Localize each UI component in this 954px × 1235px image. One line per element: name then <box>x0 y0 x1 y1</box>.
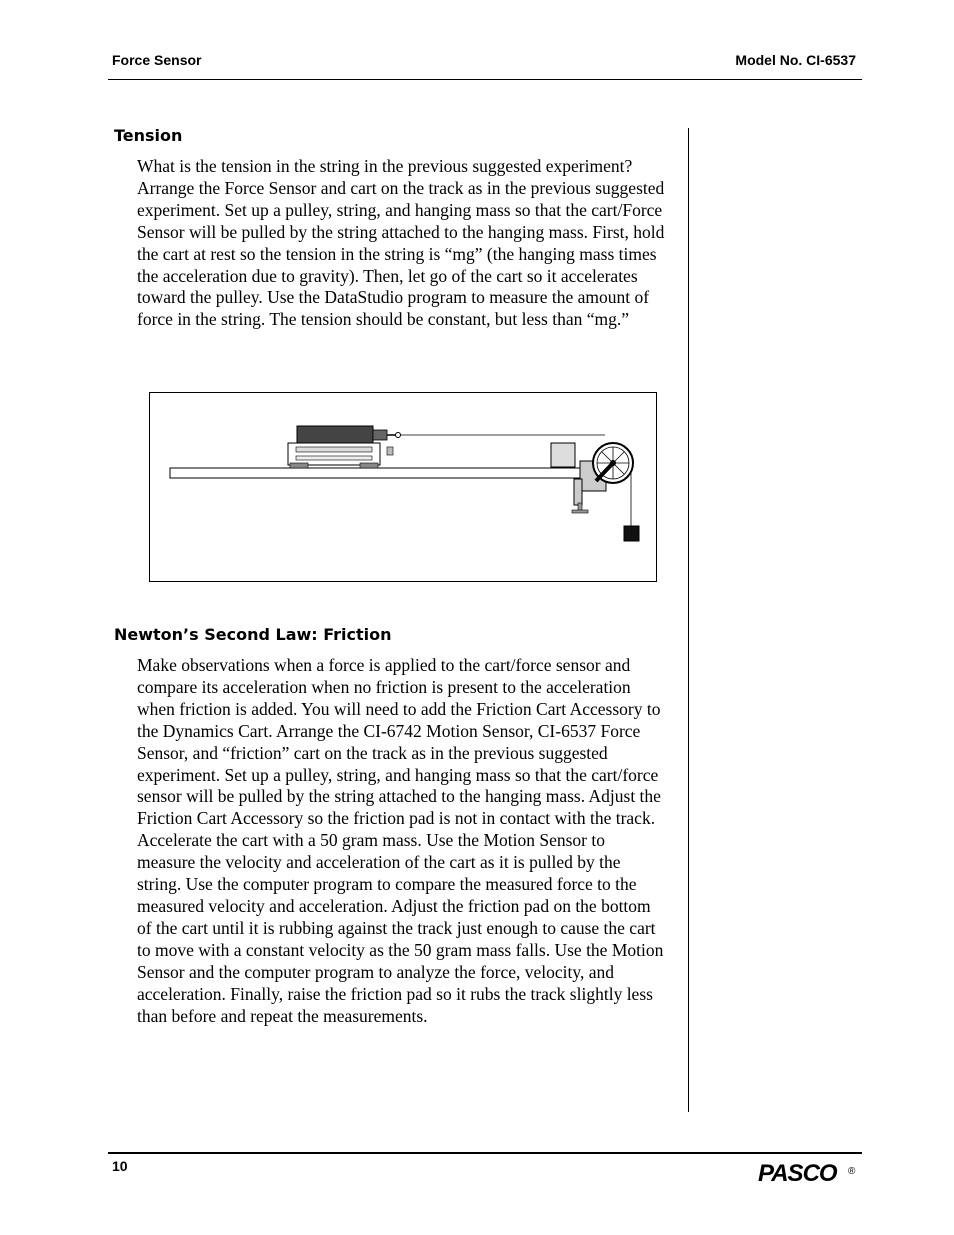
section-title-friction: Newton’s Second Law: Friction <box>114 625 392 644</box>
registered-mark: ® <box>848 1166 856 1177</box>
pasco-logo <box>758 1160 856 1188</box>
experiment-figure <box>149 392 657 582</box>
column-divider <box>688 128 689 1112</box>
end-stop-block <box>551 443 575 467</box>
pulley-setup-illustration <box>150 393 656 581</box>
section-body-friction: Make observations when a force is applied to the cart/force sensor and compare its acceleration when no friction is present to the acceleration when friction is added. You will need to add the Friction Cart Accessory to the Dynamics Cart. Arrange the CI-6742 Motion Sensor, CI-6537 Force Sensor, and “friction” cart on the track as in the previous suggested experiment. Set up a pulley, string, and hanging mass so that the cart/force sensor will be pulled by the string attached to the hanging mass. Adjust the Friction Cart Accessory so the friction pad is not in contact with the track. Accelerate the cart with a 50 gram mass. Use the Motion Sensor to measure the velocity and acceleration of the cart as it is pulled by the string. Use the computer program to compare the measured force to the measured velocity and acceleration. Adjust the friction pad on the bottom of the cart until it is rubbing against the track just enough to cause the cart to move with a constant velocity as the 50 gram mass falls. Use the Motion Sensor and the computer program to analyze the force, velocity, and acceleration. Finally, raise the friction pad so it rubs the track slightly less than before and repeat the measurements. <box>137 655 664 1026</box>
section-body-tension: What is the tension in the string in the previous suggested experiment? Arrange the Force Sensor and cart on the track as in the previous suggested experiment. Set up a pulley, string, and hanging mass so that the cart/Force Sensor will be pulled by the string attached to the hanging mass. First, hold the cart at rest so the tension in the string is “mg” (the hanging mass times the acceleration due to gravity). Then, let go of the cart so it accelerates toward the pulley. Use the DataStudio program to measure the amount of force in the string. The tension should be constant, but less than “mg.” <box>137 156 665 330</box>
header-divider <box>108 79 862 80</box>
running-header-model: Model No. CI-6537 <box>735 52 856 68</box>
logo-text: PASCO <box>758 1160 837 1187</box>
running-header-title: Force Sensor <box>112 52 202 68</box>
page-number: 10 <box>112 1158 128 1174</box>
hanging-mass <box>624 526 639 541</box>
footer-divider <box>108 1152 862 1154</box>
track-shape <box>170 468 600 478</box>
section-title-tension: Tension <box>114 126 183 145</box>
cart-with-force-sensor <box>288 426 401 468</box>
pulley-wheel <box>593 443 633 483</box>
